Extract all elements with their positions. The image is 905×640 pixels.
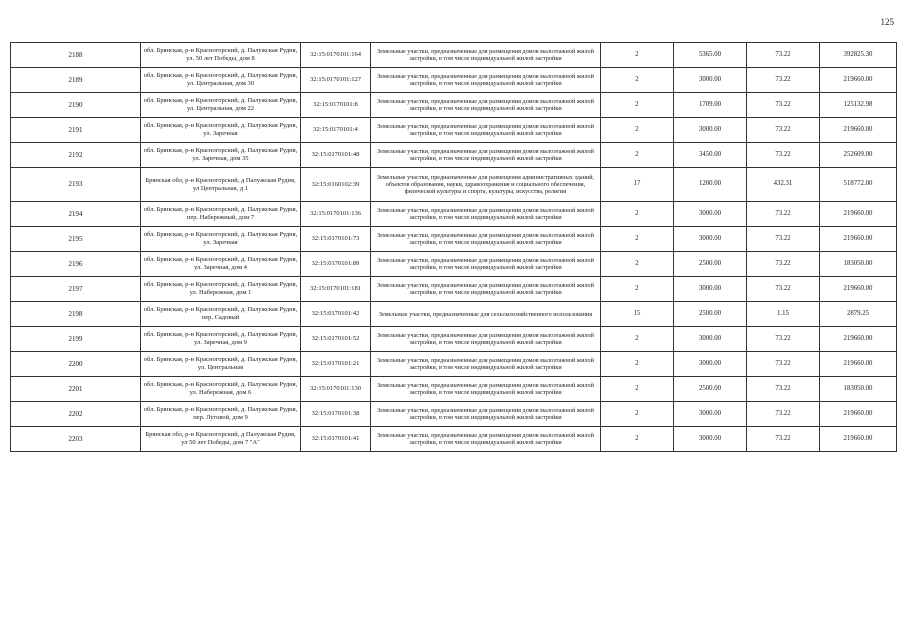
row-number-cell: 2199 [11,327,141,352]
area-cell: 3000.00 [674,227,747,252]
land-use-cell: Земельные участки, предназначенные для размещения домов малоэтажной жилой застройки, в том числе индивидуальной жилой застройки [371,427,601,452]
table-row [11,327,897,352]
address-cell: обл. Брянская, р-н Красногорский, д. Палужская Рудня, ул. Набережная, дом 6 [141,377,301,402]
use-class-cell: 2 [601,202,674,227]
cadastral-number-cell: 32:15:0170101:38 [301,402,371,427]
cadastral-number-cell: 32:15:0170101:127 [301,68,371,93]
cadastral-value-cell: 219660.00 [820,277,897,302]
row-number-cell: 2196 [11,252,141,277]
address-cell: обл. Брянская, р-н Красногорский, д. Палужская Рудня, ул. Заречная, дом 9 [141,327,301,352]
row-number-cell: 2194 [11,202,141,227]
cadastral-value-cell: 219660.00 [820,68,897,93]
cadastral-value-cell: 392825.30 [820,43,897,68]
cadastral-value-cell: 2879.25 [820,302,897,327]
area-cell: 3000.00 [674,402,747,427]
cadastral-number-cell: 32:15:0160102:39 [301,168,371,202]
rate-cell: 73.22 [747,252,820,277]
land-registry-table [10,42,897,452]
use-class-cell: 2 [601,277,674,302]
cadastral-value-cell: 219660.00 [820,427,897,452]
land-use-cell: Земельные участки, предназначенные для размещения административных зданий, объектов образования, науки, здравоохранения и социального обеспечения, физической культуры и спорта, культуры, искусства, религии [371,168,601,202]
cadastral-value-cell: 219660.00 [820,227,897,252]
rate-cell: 73.22 [747,377,820,402]
address-cell: обл. Брянская, р-н Красногорский, д. Палужская Рудня, ул. Центральная [141,352,301,377]
use-class-cell: 2 [601,427,674,452]
rate-cell: 432.31 [747,168,820,202]
cadastral-value-cell: 183050.00 [820,252,897,277]
use-class-cell: 2 [601,377,674,402]
land-use-cell: Земельные участки, предназначенные для размещения домов малоэтажной жилой застройки, в том числе индивидуальной жилой застройки [371,202,601,227]
area-cell: 3000.00 [674,277,747,302]
row-number-cell: 2202 [11,402,141,427]
cadastral-number-cell: 32:15:0170101:164 [301,43,371,68]
land-use-cell: Земельные участки, предназначенные для размещения домов малоэтажной жилой застройки, в том числе индивидуальной жилой застройки [371,118,601,143]
area-cell: 2500.00 [674,302,747,327]
cadastral-number-cell: 32:15:0170101:48 [301,143,371,168]
land-use-cell: Земельные участки, предназначенные для сельскохозяйственного использования [371,302,601,327]
table-row [11,352,897,377]
area-cell: 3450.00 [674,143,747,168]
land-use-cell: Земельные участки, предназначенные для размещения домов малоэтажной жилой застройки, в том числе индивидуальной жилой застройки [371,227,601,252]
land-use-cell: Земельные участки, предназначенные для размещения домов малоэтажной жилой застройки, в том числе индивидуальной жилой застройки [371,93,601,118]
cadastral-number-cell: 32:15:0170101:8 [301,93,371,118]
land-use-cell: Земельные участки, предназначенные для размещения домов малоэтажной жилой застройки, в том числе индивидуальной жилой застройки [371,43,601,68]
cadastral-value-cell: 183050.00 [820,377,897,402]
table-row [11,118,897,143]
land-use-cell: Земельные участки, предназначенные для размещения домов малоэтажной жилой застройки, в том числе индивидуальной жилой застройки [371,352,601,377]
use-class-cell: 2 [601,93,674,118]
land-use-cell: Земельные участки, предназначенные для размещения домов малоэтажной жилой застройки, в том числе индивидуальной жилой застройки [371,68,601,93]
cadastral-number-cell: 32:15:0170101:181 [301,277,371,302]
address-cell: Брянская обл, р-н Красногорский, д Палужская Рудня, ул 50 лет Победы, дом 7 "А" [141,427,301,452]
use-class-cell: 2 [601,143,674,168]
row-number-cell: 2197 [11,277,141,302]
row-number-cell: 2189 [11,68,141,93]
rate-cell: 73.22 [747,227,820,252]
area-cell: 3000.00 [674,427,747,452]
table-row [11,227,897,252]
cadastral-value-cell: 219660.00 [820,352,897,377]
rate-cell: 73.22 [747,277,820,302]
land-use-cell: Земельные участки, предназначенные для размещения домов малоэтажной жилой застройки, в том числе индивидуальной жилой застройки [371,377,601,402]
cadastral-value-cell: 219660.00 [820,118,897,143]
page-number: 125 [880,17,894,27]
table-row [11,427,897,452]
cadastral-number-cell: 32:15:0170101:42 [301,302,371,327]
rate-cell: 1.15 [747,302,820,327]
cadastral-value-cell: 252609.00 [820,143,897,168]
cadastral-number-cell: 32:15:0170101:136 [301,202,371,227]
address-cell: обл. Брянская, р-н Красногорский, д. Палужская Рудня, ул. Заречная, дом 4 [141,252,301,277]
address-cell: обл. Брянская, р-н Красногорский, д. Палужская Рудня, ул. Заречная [141,118,301,143]
cadastral-value-cell: 219660.00 [820,202,897,227]
row-number-cell: 2203 [11,427,141,452]
cadastral-number-cell: 32:15:0170101:4 [301,118,371,143]
use-class-cell: 15 [601,302,674,327]
use-class-cell: 2 [601,327,674,352]
rate-cell: 73.22 [747,118,820,143]
cadastral-number-cell: 32:15:0170101:41 [301,427,371,452]
area-cell: 5365.00 [674,43,747,68]
land-use-cell: Земельные участки, предназначенные для размещения домов малоэтажной жилой застройки, в том числе индивидуальной жилой застройки [371,327,601,352]
table-row [11,377,897,402]
table-row [11,302,897,327]
rate-cell: 73.22 [747,427,820,452]
table-body [11,43,897,452]
row-number-cell: 2192 [11,143,141,168]
table-row [11,402,897,427]
cadastral-number-cell: 32:15:0170101:52 [301,327,371,352]
cadastral-number-cell: 32:15:0170101:21 [301,352,371,377]
land-use-cell: Земельные участки, предназначенные для размещения домов малоэтажной жилой застройки, в том числе индивидуальной жилой застройки [371,277,601,302]
rate-cell: 73.22 [747,202,820,227]
address-cell: Брянская обл, р-н Красногорский, д Палужская Рудня, ул Центральная, д 1 [141,168,301,202]
table-row [11,168,897,202]
row-number-cell: 2193 [11,168,141,202]
row-number-cell: 2191 [11,118,141,143]
address-cell: обл. Брянская, р-н Красногорский, д. Палужская Рудня, ул. 50 лет Победы, дом 8 [141,43,301,68]
use-class-cell: 2 [601,402,674,427]
address-cell: обл. Брянская, р-н Красногорский, д. Палужская Рудня, пер. Садовый [141,302,301,327]
area-cell: 3000.00 [674,327,747,352]
address-cell: обл. Брянская, р-н Красногорский, д. Палужская Рудня, ул. Заречная, дом 35 [141,143,301,168]
use-class-cell: 2 [601,68,674,93]
table-row [11,93,897,118]
address-cell: обл. Брянская, р-н Красногорский, д. Палужская Рудня, пер. Луговой, дом 9 [141,402,301,427]
area-cell: 3000.00 [674,68,747,93]
cadastral-value-cell: 219660.00 [820,402,897,427]
address-cell: обл. Брянская, р-н Красногорский, д. Палужская Рудня, ул. Центральная, дом 22 [141,93,301,118]
table-row [11,143,897,168]
table-row [11,68,897,93]
land-use-cell: Земельные участки, предназначенные для размещения домов малоэтажной жилой застройки, в том числе индивидуальной жилой застройки [371,143,601,168]
row-number-cell: 2200 [11,352,141,377]
use-class-cell: 2 [601,252,674,277]
table-row [11,43,897,68]
table-row [11,252,897,277]
row-number-cell: 2198 [11,302,141,327]
land-use-cell: Земельные участки, предназначенные для размещения домов малоэтажной жилой застройки, в том числе индивидуальной жилой застройки [371,252,601,277]
use-class-cell: 2 [601,118,674,143]
use-class-cell: 17 [601,168,674,202]
area-cell: 3000.00 [674,202,747,227]
rate-cell: 73.22 [747,68,820,93]
row-number-cell: 2201 [11,377,141,402]
row-number-cell: 2195 [11,227,141,252]
rate-cell: 73.22 [747,352,820,377]
rate-cell: 73.22 [747,43,820,68]
use-class-cell: 2 [601,352,674,377]
rate-cell: 73.22 [747,143,820,168]
area-cell: 1709.00 [674,93,747,118]
cadastral-value-cell: 219660.00 [820,327,897,352]
row-number-cell: 2188 [11,43,141,68]
table-row [11,277,897,302]
cadastral-number-cell: 32:15:0170101:73 [301,227,371,252]
area-cell: 3000.00 [674,118,747,143]
cadastral-number-cell: 32:15:0170101:89 [301,252,371,277]
land-use-cell: Земельные участки, предназначенные для размещения домов малоэтажной жилой застройки, в том числе индивидуальной жилой застройки [371,402,601,427]
area-cell: 3000.00 [674,352,747,377]
rate-cell: 73.22 [747,402,820,427]
use-class-cell: 2 [601,43,674,68]
rate-cell: 73.22 [747,327,820,352]
area-cell: 1200.00 [674,168,747,202]
area-cell: 2500.00 [674,252,747,277]
cadastral-value-cell: 125132.98 [820,93,897,118]
address-cell: обл. Брянская, р-н Красногорский, д. Палужская Рудня, ул. Центральная, дом 30 [141,68,301,93]
row-number-cell: 2190 [11,93,141,118]
cadastral-number-cell: 32:15:0170101:130 [301,377,371,402]
area-cell: 2500.00 [674,377,747,402]
use-class-cell: 2 [601,227,674,252]
address-cell: обл. Брянская, р-н Красногорский, д. Палужская Рудня, ул. Набережная, дом 1 [141,277,301,302]
cadastral-value-cell: 518772.00 [820,168,897,202]
address-cell: обл. Брянская, р-н Красногорский, д. Палужская Рудня, пер. Набережный, дом 7 [141,202,301,227]
rate-cell: 73.22 [747,93,820,118]
address-cell: обл. Брянская, р-н Красногорский, д. Палужская Рудня, ул. Заречная [141,227,301,252]
table-row [11,202,897,227]
